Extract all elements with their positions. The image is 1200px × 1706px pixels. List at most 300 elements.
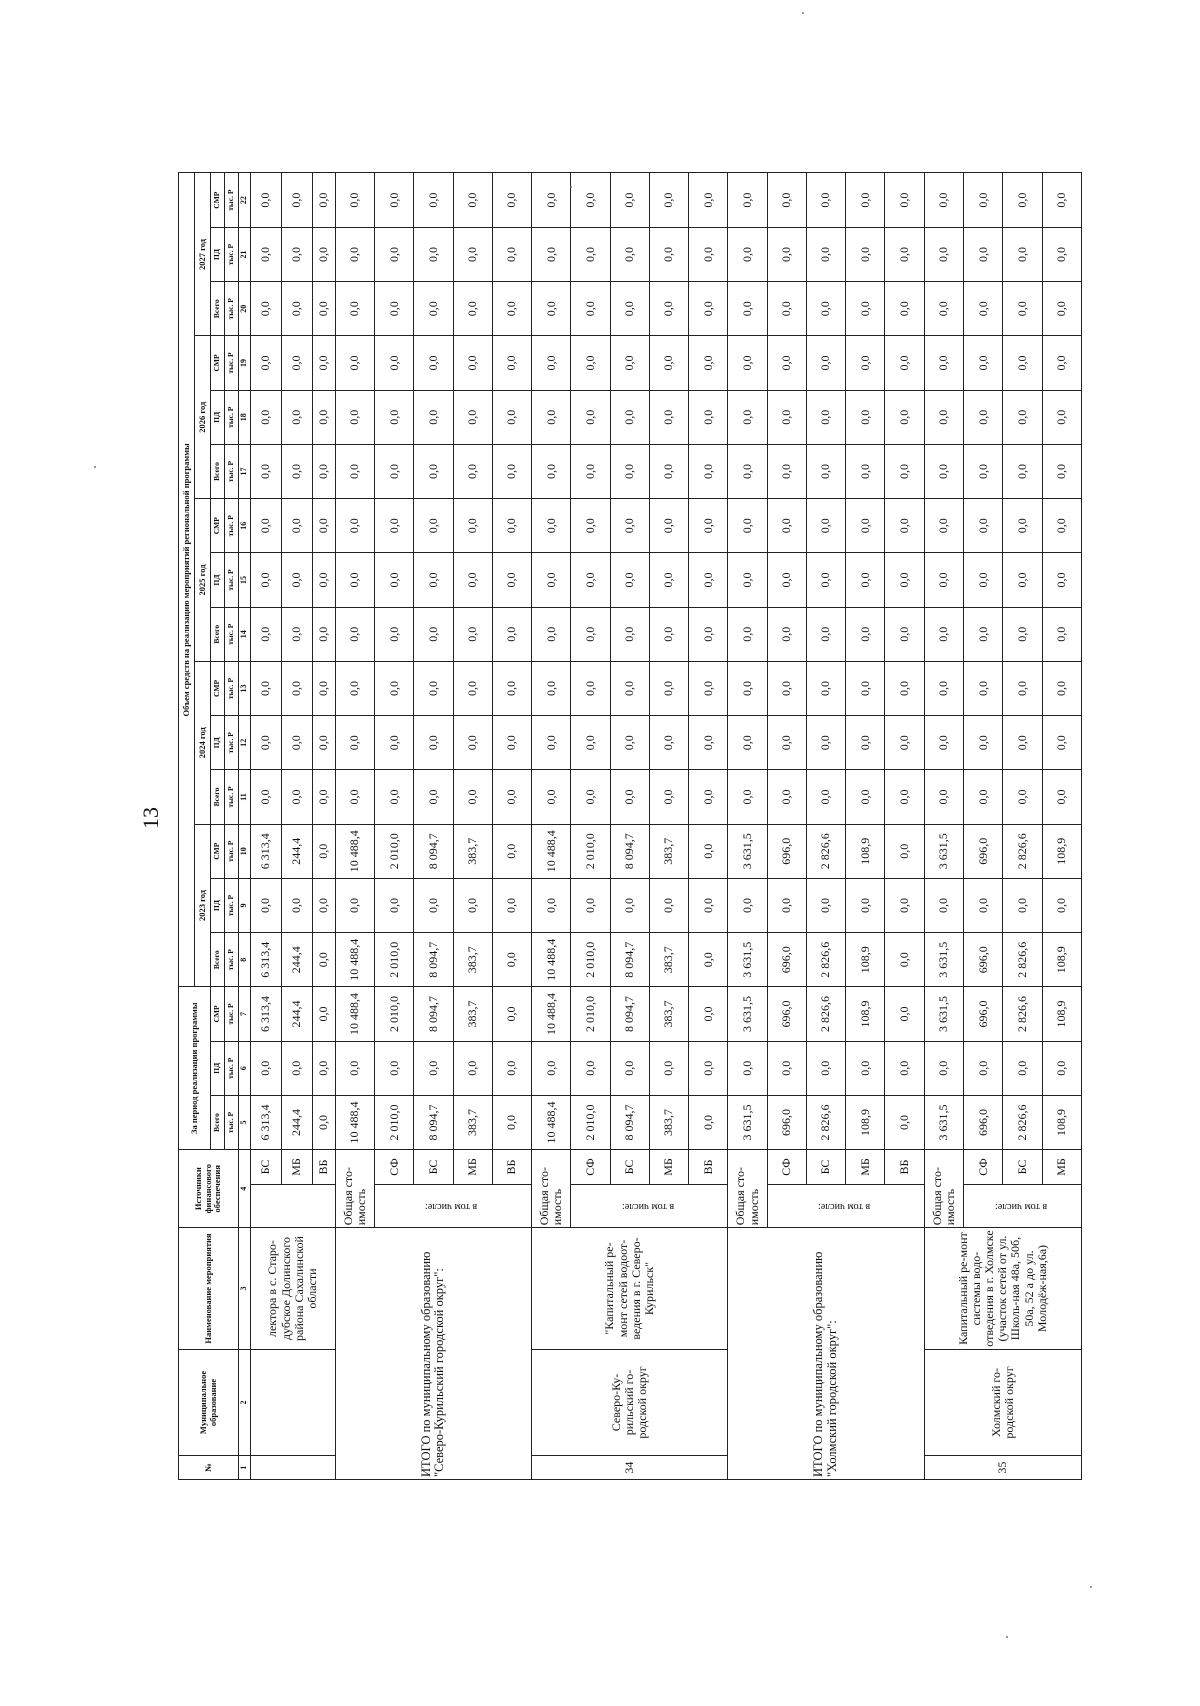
value-cell: 383,7 — [649, 987, 688, 1041]
value-cell: 0,0 — [885, 173, 924, 227]
value-cell: 0,0 — [806, 444, 845, 498]
value-cell: 0,0 — [963, 661, 1002, 715]
header-sub-label: ПД — [211, 227, 225, 281]
value-cell: 0,0 — [1003, 1041, 1042, 1095]
value-cell: 0,0 — [313, 987, 336, 1041]
value-cell: 0,0 — [453, 1041, 492, 1095]
value-cell: 0,0 — [335, 553, 374, 607]
value-cell: 0,0 — [649, 390, 688, 444]
header-sub-label: СМР — [211, 173, 225, 227]
value-cell: 0,0 — [571, 227, 610, 281]
value-cell: 0,0 — [313, 444, 336, 498]
value-cell: 0,0 — [532, 499, 571, 553]
header-year-2024: 2024 год — [195, 661, 211, 824]
source-code: СФ — [375, 1150, 414, 1185]
value-cell: 108,9 — [846, 1095, 885, 1149]
value-cell: 0,0 — [767, 770, 806, 824]
table-row — [924, 119, 963, 1480]
value-cell: 0,0 — [1003, 336, 1042, 390]
source-code: МБ — [282, 1150, 313, 1185]
value-cell: 0,0 — [375, 444, 414, 498]
value-cell: 0,0 — [313, 770, 336, 824]
value-cell: 0,0 — [532, 607, 571, 661]
vtom-cell — [767, 1184, 924, 1227]
measure-name: "Капитальный ре-монт сетей водоот-ведения в г. Северо-Курильск" — [532, 1228, 728, 1350]
header-unit-label: тыс. Р — [225, 661, 239, 715]
value-cell: 0,0 — [453, 173, 492, 227]
value-cell: 244,4 — [282, 987, 313, 1041]
value-cell: 0,0 — [649, 227, 688, 281]
header-unit-label: тыс. Р — [225, 1041, 239, 1095]
value-cell: 3 631,5 — [924, 824, 963, 878]
value-cell: 0,0 — [532, 1041, 571, 1095]
vtom-label: в том числе: — [621, 1200, 674, 1212]
value-cell: 0,0 — [610, 444, 649, 498]
value-cell: 2 826,6 — [1003, 933, 1042, 987]
value-cell: 0,0 — [453, 716, 492, 770]
value-cell: 8 094,7 — [414, 987, 453, 1041]
vtom-cell — [375, 1184, 532, 1227]
value-cell: 108,9 — [1042, 933, 1081, 987]
value-cell: 2 010,0 — [375, 1095, 414, 1149]
value-cell: 0,0 — [924, 282, 963, 336]
value-cell: 0,0 — [335, 878, 374, 932]
value-cell: 0,0 — [806, 553, 845, 607]
value-cell: 0,0 — [649, 661, 688, 715]
header-col-number: 9 — [239, 878, 251, 932]
value-cell: 0,0 — [846, 173, 885, 227]
value-cell: 0,0 — [1042, 716, 1081, 770]
value-cell: 0,0 — [963, 878, 1002, 932]
value-cell: 0,0 — [492, 553, 531, 607]
value-cell: 0,0 — [414, 499, 453, 553]
header-unit-label: тыс. Р — [225, 824, 239, 878]
header-name: Наименование мероприятия — [179, 1228, 239, 1350]
value-cell: 0,0 — [1003, 444, 1042, 498]
value-cell: 0,0 — [313, 173, 336, 227]
value-cell: 0,0 — [282, 553, 313, 607]
value-cell: 0,0 — [689, 1095, 728, 1149]
header-sub-label: Всего — [211, 607, 225, 661]
value-cell: 0,0 — [649, 607, 688, 661]
value-cell: 0,0 — [313, 661, 336, 715]
header-col-number: 21 — [239, 227, 251, 281]
value-cell: 244,4 — [282, 824, 313, 878]
value-cell: 0,0 — [924, 553, 963, 607]
value-cell: 0,0 — [453, 878, 492, 932]
value-cell: 0,0 — [885, 770, 924, 824]
header-col-number: 20 — [239, 282, 251, 336]
source-code: СФ — [571, 1150, 610, 1185]
value-cell: 0,0 — [806, 661, 845, 715]
value-cell: 0,0 — [610, 1041, 649, 1095]
value-cell: 0,0 — [335, 1041, 374, 1095]
value-cell: 383,7 — [649, 1095, 688, 1149]
value-cell: 0,0 — [806, 770, 845, 824]
value-cell: 0,0 — [375, 282, 414, 336]
value-cell: 0,0 — [885, 933, 924, 987]
header-col-number: 1 — [239, 1456, 251, 1480]
header-unit-label: тыс. Р — [225, 444, 239, 498]
header-col-number: 22 — [239, 173, 251, 227]
value-cell: 0,0 — [689, 933, 728, 987]
value-cell: 3 631,5 — [924, 933, 963, 987]
header-col-number: 15 — [239, 553, 251, 607]
value-cell: 0,0 — [335, 336, 374, 390]
value-cell: 2 826,6 — [806, 987, 845, 1041]
value-cell: 0,0 — [532, 444, 571, 498]
value-cell: 0,0 — [1003, 227, 1042, 281]
value-cell: 0,0 — [571, 770, 610, 824]
value-cell: 108,9 — [846, 933, 885, 987]
value-cell: 0,0 — [767, 661, 806, 715]
value-cell: 0,0 — [375, 716, 414, 770]
value-cell: 696,0 — [963, 987, 1002, 1041]
value-cell: 0,0 — [414, 878, 453, 932]
value-cell: 0,0 — [963, 336, 1002, 390]
value-cell: 0,0 — [885, 282, 924, 336]
header-col-number: 7 — [239, 987, 251, 1041]
value-cell: 696,0 — [767, 824, 806, 878]
value-cell: 0,0 — [532, 282, 571, 336]
header-unit-label: тыс. Р — [225, 553, 239, 607]
header-unit-label: тыс. Р — [225, 607, 239, 661]
value-cell: 0,0 — [492, 607, 531, 661]
value-cell: 0,0 — [963, 444, 1002, 498]
value-cell: 0,0 — [453, 553, 492, 607]
value-cell: 0,0 — [610, 282, 649, 336]
value-cell: 0,0 — [571, 607, 610, 661]
value-cell: 0,0 — [767, 282, 806, 336]
value-cell: 0,0 — [846, 661, 885, 715]
value-cell: 0,0 — [689, 173, 728, 227]
value-cell: 0,0 — [282, 499, 313, 553]
value-cell: 0,0 — [1042, 227, 1081, 281]
value-cell: 0,0 — [571, 553, 610, 607]
value-cell: 0,0 — [1042, 173, 1081, 227]
value-cell: 0,0 — [453, 499, 492, 553]
value-cell: 383,7 — [453, 933, 492, 987]
value-cell: 0,0 — [251, 390, 282, 444]
header-col-number: 14 — [239, 607, 251, 661]
header-unit-label: тыс. Р — [225, 716, 239, 770]
value-cell: 0,0 — [885, 716, 924, 770]
value-cell: 696,0 — [767, 1095, 806, 1149]
source-code: БС — [806, 1150, 845, 1185]
vtom-label: в том числе: — [818, 1200, 871, 1212]
value-cell: 0,0 — [728, 607, 767, 661]
value-cell: 0,0 — [806, 173, 845, 227]
measure-name: лектора в с. Старо-дубское Долинского района Сахалинской области — [251, 1228, 336, 1350]
value-cell: 0,0 — [492, 661, 531, 715]
value-cell: 0,0 — [689, 661, 728, 715]
value-cell: 0,0 — [963, 607, 1002, 661]
value-cell: 3 631,5 — [728, 987, 767, 1041]
value-cell: 0,0 — [282, 770, 313, 824]
value-cell: 0,0 — [689, 824, 728, 878]
header-unit-label: тыс. Р — [225, 933, 239, 987]
value-cell: 0,0 — [924, 878, 963, 932]
value-cell: 8 094,7 — [414, 933, 453, 987]
value-cell: 2 010,0 — [571, 1095, 610, 1149]
value-cell: 0,0 — [689, 607, 728, 661]
value-cell: 108,9 — [846, 824, 885, 878]
value-cell: 0,0 — [1042, 444, 1081, 498]
value-cell: 0,0 — [610, 173, 649, 227]
value-cell: 0,0 — [453, 607, 492, 661]
value-cell: 0,0 — [728, 444, 767, 498]
header-col-number: 3 — [239, 1228, 251, 1350]
value-cell: 0,0 — [414, 1041, 453, 1095]
value-cell: 0,0 — [846, 499, 885, 553]
value-cell: 108,9 — [1042, 824, 1081, 878]
value-cell: 0,0 — [492, 390, 531, 444]
financing-table — [178, 118, 1082, 1480]
value-cell: 0,0 — [571, 661, 610, 715]
value-cell: 0,0 — [335, 282, 374, 336]
value-cell: 0,0 — [767, 607, 806, 661]
header-col-number: 17 — [239, 444, 251, 498]
value-cell: 0,0 — [492, 716, 531, 770]
header-year-2026: 2026 год — [195, 336, 211, 499]
value-cell: 0,0 — [492, 987, 531, 1041]
value-cell: 0,0 — [1042, 336, 1081, 390]
value-cell: 0,0 — [885, 499, 924, 553]
value-cell: 108,9 — [846, 987, 885, 1041]
value-cell: 0,0 — [492, 227, 531, 281]
value-cell: 2 826,6 — [1003, 987, 1042, 1041]
source-code: БС — [414, 1150, 453, 1185]
header-sub-label: СМР — [211, 661, 225, 715]
header-sub-label: ПД — [211, 553, 225, 607]
value-cell: 0,0 — [728, 336, 767, 390]
header-sub-label: ПД — [211, 1041, 225, 1095]
scan-speck — [802, 12, 804, 14]
value-cell: 108,9 — [1042, 1095, 1081, 1149]
scan-speck — [94, 466, 96, 468]
value-cell: 0,0 — [924, 661, 963, 715]
header-sub-label: ПД — [211, 878, 225, 932]
scan-speck — [1090, 1586, 1092, 1588]
value-cell: 0,0 — [1042, 282, 1081, 336]
value-cell: 0,0 — [728, 173, 767, 227]
value-cell: 0,0 — [313, 716, 336, 770]
value-cell: 0,0 — [689, 336, 728, 390]
value-cell: 0,0 — [532, 770, 571, 824]
value-cell: 383,7 — [453, 987, 492, 1041]
value-cell: 0,0 — [689, 987, 728, 1041]
value-cell: 0,0 — [313, 933, 336, 987]
header-sub-label: Всего — [211, 444, 225, 498]
value-cell: 2 826,6 — [806, 1095, 845, 1149]
value-cell: 0,0 — [885, 390, 924, 444]
value-cell: 0,0 — [1042, 878, 1081, 932]
value-cell: 0,0 — [414, 173, 453, 227]
value-cell: 8 094,7 — [610, 1095, 649, 1149]
header-year-2027: 2027 год — [195, 173, 211, 336]
value-cell: 0,0 — [1042, 553, 1081, 607]
value-cell: 0,0 — [313, 824, 336, 878]
value-cell: 0,0 — [689, 770, 728, 824]
table-row — [728, 119, 767, 1480]
value-cell: 0,0 — [1042, 390, 1081, 444]
value-cell: 0,0 — [313, 607, 336, 661]
value-cell: 0,0 — [689, 716, 728, 770]
value-cell: 0,0 — [313, 878, 336, 932]
value-cell: 0,0 — [806, 390, 845, 444]
value-cell: 0,0 — [885, 227, 924, 281]
value-cell: 0,0 — [924, 390, 963, 444]
value-cell: 0,0 — [414, 716, 453, 770]
value-cell: 3 631,5 — [924, 987, 963, 1041]
value-cell: 0,0 — [571, 1041, 610, 1095]
value-cell: 0,0 — [282, 607, 313, 661]
header-unit-label: тыс. Р — [225, 282, 239, 336]
value-cell: 2 010,0 — [375, 824, 414, 878]
value-cell: 0,0 — [767, 716, 806, 770]
value-cell: 0,0 — [492, 1041, 531, 1095]
value-cell: 0,0 — [728, 282, 767, 336]
header-col-number: 5 — [239, 1095, 251, 1149]
value-cell: 0,0 — [375, 227, 414, 281]
value-cell: 0,0 — [251, 553, 282, 607]
value-cell: 0,0 — [885, 1041, 924, 1095]
value-cell: 0,0 — [1003, 282, 1042, 336]
value-cell: 0,0 — [414, 227, 453, 281]
value-cell: 0,0 — [313, 390, 336, 444]
value-cell: 0,0 — [571, 282, 610, 336]
value-cell: 0,0 — [846, 553, 885, 607]
row-number: 35 — [924, 1456, 1081, 1480]
value-cell: 6 313,4 — [251, 933, 282, 987]
value-cell: 0,0 — [649, 336, 688, 390]
value-cell: 0,0 — [492, 1095, 531, 1149]
value-cell: 0,0 — [1003, 716, 1042, 770]
value-cell: 8 094,7 — [610, 824, 649, 878]
source-total: Общая сто-имость — [532, 1150, 571, 1228]
value-cell: 0,0 — [335, 716, 374, 770]
scan-speck — [1006, 1636, 1008, 1638]
value-cell: 0,0 — [846, 878, 885, 932]
value-cell: 3 631,5 — [728, 824, 767, 878]
value-cell: 0,0 — [846, 770, 885, 824]
value-cell: 0,0 — [649, 499, 688, 553]
value-cell: 0,0 — [453, 282, 492, 336]
value-cell: 0,0 — [1003, 661, 1042, 715]
value-cell: 0,0 — [924, 1041, 963, 1095]
value-cell: 0,0 — [414, 336, 453, 390]
value-cell: 0,0 — [767, 1041, 806, 1095]
header-col-number: 18 — [239, 390, 251, 444]
value-cell: 0,0 — [282, 878, 313, 932]
header-col-number: 19 — [239, 336, 251, 390]
value-cell: 2 010,0 — [375, 987, 414, 1041]
value-cell: 0,0 — [924, 336, 963, 390]
value-cell: 0,0 — [846, 336, 885, 390]
source-total: Общая сто-имость — [728, 1150, 767, 1228]
value-cell: 0,0 — [492, 173, 531, 227]
value-cell: 0,0 — [453, 444, 492, 498]
table-row — [251, 119, 282, 1480]
value-cell: 0,0 — [689, 282, 728, 336]
value-cell: 0,0 — [335, 390, 374, 444]
header-unit-label: тыс. Р — [225, 878, 239, 932]
value-cell: 0,0 — [375, 878, 414, 932]
value-cell: 0,0 — [806, 336, 845, 390]
itogo-label: ИТОГО по муниципальному образованию "Северо-Курильский городской округ": — [335, 1228, 531, 1480]
header-col-number: 4 — [239, 1150, 251, 1228]
value-cell: 0,0 — [767, 227, 806, 281]
value-cell: 0,0 — [532, 336, 571, 390]
header-unit-label: тыс. Р — [225, 770, 239, 824]
value-cell: 0,0 — [689, 1041, 728, 1095]
value-cell: 0,0 — [689, 499, 728, 553]
value-cell: 0,0 — [963, 227, 1002, 281]
value-cell: 0,0 — [728, 661, 767, 715]
value-cell: 383,7 — [649, 933, 688, 987]
value-cell: 0,0 — [571, 336, 610, 390]
value-cell: 0,0 — [571, 716, 610, 770]
value-cell: 10 488,4 — [335, 933, 374, 987]
value-cell: 0,0 — [924, 227, 963, 281]
value-cell: 0,0 — [335, 499, 374, 553]
value-cell: 0,0 — [532, 716, 571, 770]
value-cell: 8 094,7 — [610, 987, 649, 1041]
value-cell: 8 094,7 — [610, 933, 649, 987]
value-cell: 0,0 — [335, 607, 374, 661]
page-number: 13 — [138, 807, 163, 829]
value-cell: 0,0 — [924, 770, 963, 824]
value-cell: 0,0 — [610, 607, 649, 661]
value-cell: 0,0 — [728, 499, 767, 553]
value-cell: 0,0 — [1003, 553, 1042, 607]
value-cell: 0,0 — [375, 390, 414, 444]
header-sub-label: СМР — [211, 987, 225, 1041]
value-cell: 0,0 — [610, 227, 649, 281]
source-code: ВБ — [885, 1150, 924, 1185]
source-code: МБ — [649, 1150, 688, 1185]
value-cell: 0,0 — [375, 607, 414, 661]
value-cell: 0,0 — [282, 444, 313, 498]
value-cell: 0,0 — [282, 390, 313, 444]
value-cell: 0,0 — [414, 282, 453, 336]
value-cell: 0,0 — [885, 553, 924, 607]
value-cell: 0,0 — [313, 553, 336, 607]
value-cell: 0,0 — [728, 770, 767, 824]
value-cell: 2 010,0 — [571, 987, 610, 1041]
value-cell: 0,0 — [1042, 661, 1081, 715]
value-cell: 0,0 — [1003, 499, 1042, 553]
value-cell: 0,0 — [885, 336, 924, 390]
value-cell: 0,0 — [453, 336, 492, 390]
header-unit-label: тыс. Р — [225, 227, 239, 281]
value-cell: 0,0 — [251, 173, 282, 227]
value-cell: 0,0 — [453, 227, 492, 281]
value-cell: 696,0 — [963, 933, 1002, 987]
value-cell: 0,0 — [610, 499, 649, 553]
value-cell: 0,0 — [414, 661, 453, 715]
value-cell: 0,0 — [335, 444, 374, 498]
value-cell: 0,0 — [728, 878, 767, 932]
table-row — [335, 119, 374, 1480]
header-period: За период реализации программы — [179, 987, 211, 1150]
header-volume: Объем средств на реализацию мероприятий региональной программы — [179, 173, 195, 987]
header-mo: Муниципальное образование — [179, 1349, 239, 1455]
value-cell: 10 488,4 — [335, 987, 374, 1041]
rotated-table-wrapper — [178, 118, 1082, 1480]
header-sub-label: Всего — [211, 282, 225, 336]
source-total: Общая сто-имость — [924, 1150, 963, 1228]
